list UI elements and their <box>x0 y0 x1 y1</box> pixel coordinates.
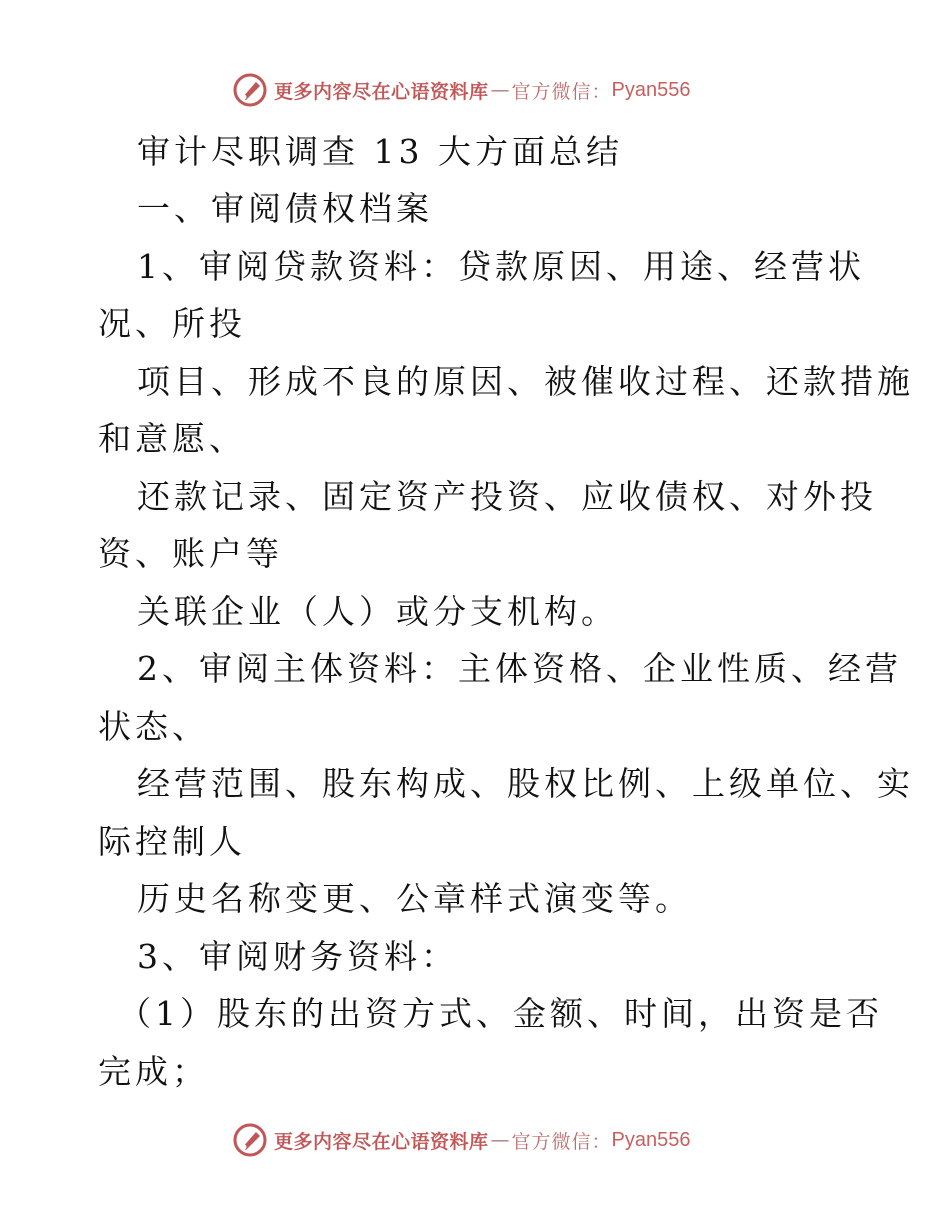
body-line: 2、审阅主体资料：主体资格、企业性质、经营 <box>137 649 902 688</box>
header-banner <box>232 70 691 110</box>
body-line: 和意愿、 <box>98 419 246 458</box>
body-line: 际控制人 <box>98 822 246 861</box>
banner-wechat-label: 官方微信： <box>511 1130 612 1153</box>
banner-wechat-id: Pyan556 <box>611 1128 691 1151</box>
body-line: 况、所投 <box>98 304 246 343</box>
body-line: 还款记录、固定资产投资、应收债权、对外投 <box>137 477 877 516</box>
banner-text: 更多内容尽在心语资料库 <box>274 80 489 103</box>
body-line: （1）股东的出资方式、金额、时间，出资是否 <box>118 994 883 1033</box>
body-line: 状态、 <box>98 707 209 746</box>
body-line: 3、审阅财务资料： <box>137 937 458 976</box>
body-line: 资、账户等 <box>98 534 283 573</box>
banner-dash: — <box>490 79 510 101</box>
body-line: 关联企业（人）或分支机构。 <box>137 592 618 631</box>
banner-wechat-label: 官方微信： <box>511 80 612 103</box>
body-line: 经营范围、股东构成、股权比例、上级单位、实 <box>137 764 914 803</box>
body-line: 完成； <box>98 1052 209 1091</box>
banner-wechat-id: Pyan556 <box>611 78 691 101</box>
document-title: 审计尽职调查 13 大方面总结 <box>137 132 623 171</box>
body-line: 1、审阅贷款资料：贷款原因、用途、经营状 <box>137 247 865 286</box>
pen-logo-icon <box>232 1122 268 1158</box>
banner-text: 更多内容尽在心语资料库 <box>274 1130 489 1153</box>
body-line: 历史名称变更、公章样式演变等。 <box>137 879 692 918</box>
body-line: 项目、形成不良的原因、被催收过程、还款措施 <box>137 362 914 401</box>
footer-banner <box>232 1120 691 1160</box>
banner-dash: — <box>490 1129 510 1151</box>
pen-logo-icon <box>232 72 268 108</box>
section-heading: 一、审阅债权档案 <box>137 189 433 228</box>
